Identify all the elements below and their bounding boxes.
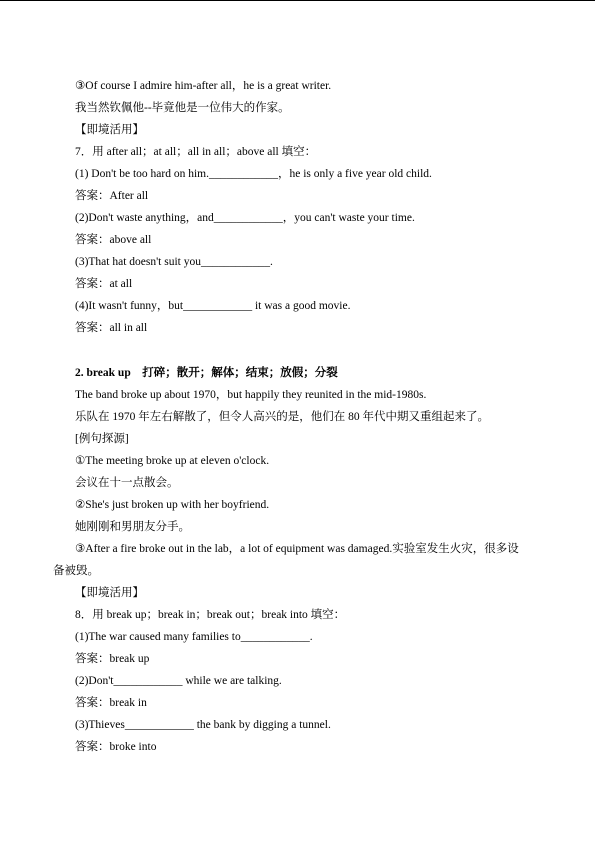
example-source-label: [例句探源] [75,433,129,445]
top-rule [0,0,595,1]
exercise-8-q3: (3)Thieves____________ the bank by digging a tunnel. [75,719,331,731]
exercise-8-q1: (1)The war caused many families to____________. [75,631,313,643]
exercise-8-a3: 答案：broke into [75,741,157,753]
break-up-translation-1: 会议在十一点散会。 [75,477,179,489]
exercise-7-q2: (2)Don't waste anything，and____________，you can't waste your time. [75,212,415,224]
practice-heading-2: 【即境活用】 [75,587,144,599]
exercise-7-a4: 答案：all in all [75,322,148,334]
exercise-8-a1: 答案：break up [75,653,150,665]
break-up-example-2: ②She's just broken up with her boyfriend. [75,499,270,511]
exercise-8-a2: 答案：break in [75,697,147,709]
main-example-translation: 乐队在 1970 年左右解散了，但令人高兴的是，他们在 80 年代中期又重组起来了。 [75,411,489,423]
main-example-sentence: The band broke up about 1970，but happily they reunited in the mid-1980s. [75,389,427,401]
exercise-8-title: 8．用 break up；break in；break out；break into 填空： [75,609,346,621]
break-up-example-3: ③After a fire broke out in the lab，a lot of equipment was damaged.实验室发生火灾，很多设 [75,543,519,555]
break-up-example-1: ①The meeting broke up at eleven o'clock. [75,455,270,467]
practice-heading-1: 【即境活用】 [75,124,144,136]
exercise-7-q1: (1) Don't be too hard on him.____________，he is only a five year old child. [75,168,432,180]
exercise-7-a2: 答案：above all [75,234,152,246]
break-up-translation-2: 她刚刚和男朋友分手。 [75,521,190,533]
example-translation-3: 我当然钦佩他--毕竟他是一位伟大的作家。 [75,102,290,114]
exercise-8-q2: (2)Don't____________ while we are talking. [75,675,282,687]
exercise-7-a3: 答案：at all [75,278,133,290]
exercise-7-a1: 答案：After all [75,190,149,202]
section-heading-break-up: 2. break up 打碎；散开；解体；结束；放假；分裂 [75,367,338,379]
exercise-7-q3: (3)That hat doesn't suit you____________. [75,256,273,268]
exercise-7-q4: (4)It wasn't funny，but____________ it was a good movie. [75,300,351,312]
exercise-7-title: 7．用 after all；at all；all in all；above all 填空： [75,146,317,158]
break-up-example-3-continued: 备被毁。 [53,565,99,577]
example-sentence-3: ③Of course I admire him-after all，he is a great writer. [75,80,332,92]
